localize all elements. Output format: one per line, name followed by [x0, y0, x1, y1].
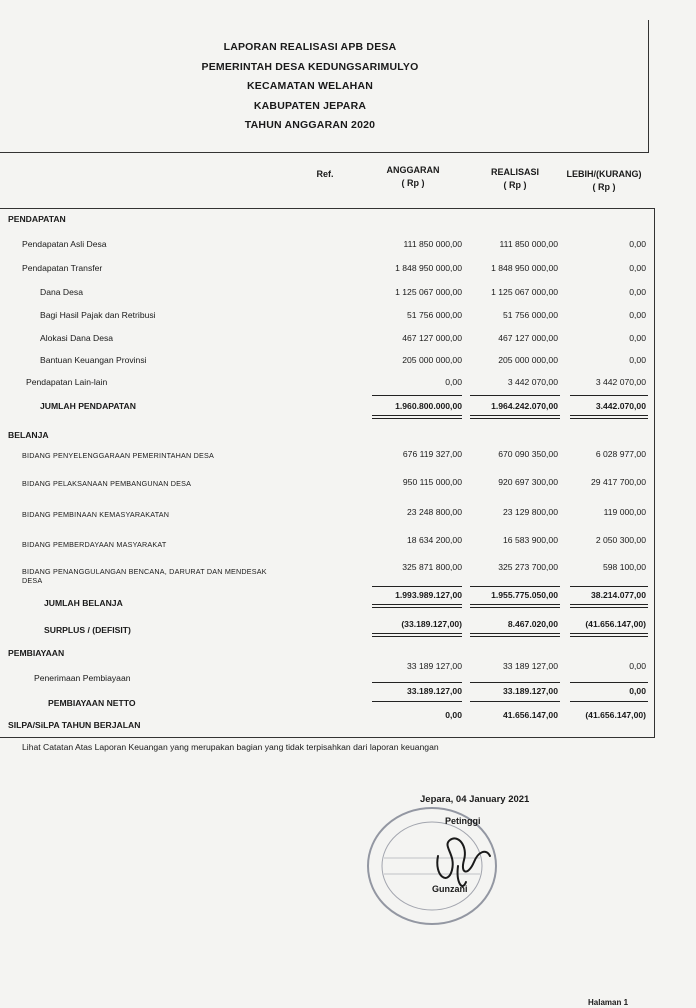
row-label: SURPLUS / (DEFISIT) — [44, 625, 131, 635]
section-title: PEMBIAYAAN — [8, 648, 65, 658]
cell-lebih: 119 000,00 — [603, 507, 646, 517]
row-label: JUMLAH PENDAPATAN — [40, 401, 136, 411]
cell-realisasi: 3 442 070,00 — [507, 377, 558, 387]
subtotal-rule — [372, 395, 462, 396]
row-label: JUMLAH BELANJA — [44, 598, 123, 608]
subtotal-rule — [372, 682, 462, 683]
cell-anggaran: 467 127 000,00 — [402, 333, 462, 343]
cell-lebih: 0,00 — [629, 355, 646, 365]
table-row — [0, 377, 660, 391]
signature-place-date: Jepara, 04 January 2021 — [420, 794, 530, 805]
subtotal-rule — [470, 586, 560, 587]
row-label: Pendapatan Lain-lain — [26, 377, 108, 387]
cell-realisasi: 670 090 350,00 — [498, 449, 558, 459]
cell-anggaran: 325 871 800,00 — [402, 562, 462, 572]
row-label: BIDANG PELAKSANAAN PEMBANGUNAN DESA — [22, 479, 192, 488]
subtotal-rule — [372, 586, 462, 587]
subtotal-rule — [570, 682, 648, 683]
cell-realisasi: 920 697 300,00 — [498, 477, 558, 487]
header-district: KECAMATAN WELAHAN — [246, 80, 374, 92]
signature-role: Petinggi — [445, 816, 481, 826]
subtotal-rule — [470, 395, 560, 396]
cell-anggaran: (33.189.127,00) — [401, 619, 462, 629]
total-double-rule — [372, 633, 462, 637]
col-anggaran-unit: ( Rp ) — [401, 178, 425, 188]
cell-realisasi: 33 189 127,00 — [503, 661, 558, 671]
total-row-pembiayaan — [0, 686, 660, 708]
cell-lebih: 0,00 — [629, 310, 646, 320]
total-double-rule — [570, 415, 648, 419]
col-lebih-unit: ( Rp ) — [592, 182, 616, 192]
cell-realisasi: 1 125 067 000,00 — [491, 287, 558, 297]
subtotal-rule — [470, 682, 560, 683]
total-double-rule — [372, 415, 462, 419]
table-row — [0, 333, 660, 347]
total-double-rule — [570, 633, 648, 637]
cell-anggaran: 23 248 800,00 — [407, 507, 462, 517]
subtotal-rule — [570, 586, 648, 587]
silpa-row — [0, 710, 660, 730]
table-row — [0, 449, 660, 463]
table-row — [0, 310, 660, 324]
table-row — [0, 239, 660, 253]
subtotal-rule — [470, 701, 560, 702]
cell-realisasi: 23 129 800,00 — [503, 507, 558, 517]
row-label: BIDANG PEMBERDAYAAN MASYARAKAT — [22, 540, 167, 549]
cell-lebih: 3.442.070,00 — [595, 401, 646, 411]
signature-name: Gunzani — [432, 884, 468, 894]
table-row — [0, 562, 660, 588]
row-label: BIDANG PEMBINAAN KEMASYARAKATAN — [22, 510, 170, 519]
total-double-rule — [372, 604, 462, 608]
cell-lebih: (41.656.147,00) — [585, 619, 646, 629]
cell-anggaran: 33 189 127,00 — [407, 661, 462, 671]
table-row — [0, 355, 660, 369]
table-row — [0, 477, 660, 491]
total-row-belanja — [0, 590, 660, 608]
row-label: SILPA/SiLPA TAHUN BERJALAN — [8, 720, 141, 730]
header-title: LAPORAN REALISASI APB DESA — [223, 41, 397, 53]
col-realisasi-unit: ( Rp ) — [503, 180, 527, 190]
cell-realisasi: 467 127 000,00 — [498, 333, 558, 343]
row-label: Bagi Hasil Pajak dan Retribusi — [40, 310, 156, 320]
header-regency: KABUPATEN JEPARA — [253, 99, 367, 112]
table-row — [0, 535, 660, 549]
cell-lebih: 0,00 — [629, 239, 646, 249]
col-lebih — [556, 168, 652, 194]
total-double-rule — [470, 415, 560, 419]
row-label: Alokasi Dana Desa — [40, 333, 114, 343]
cell-anggaran: 51 756 000,00 — [407, 310, 462, 320]
row-label: Penerimaan Pembiayaan — [34, 673, 131, 683]
total-double-rule — [470, 604, 560, 608]
cell-anggaran: 676 119 327,00 — [402, 449, 462, 459]
cell-lebih: 6 028 977,00 — [595, 449, 646, 459]
page-number: Halaman 1 — [588, 998, 629, 1007]
row-label: PEMBIAYAAN NETTO — [48, 698, 136, 708]
cell-lebih: (41.656.147,00) — [585, 710, 646, 720]
header-government: PEMERINTAH DESA KEDUNGSARIMULYO — [201, 60, 419, 73]
col-lebih-label: LEBIH/(KURANG) — [566, 169, 642, 179]
col-realisasi-label: REALISASI — [490, 167, 539, 177]
cell-lebih: 598 100,00 — [602, 562, 646, 572]
cell-anggaran: 0,00 — [445, 377, 462, 387]
cell-lebih: 38.214.077,00 — [591, 590, 646, 600]
header-fiscal-year: TAHUN ANGGARAN 2020 — [244, 119, 376, 131]
cell-lebih: 0,00 — [629, 333, 646, 343]
table-row — [0, 287, 660, 301]
cell-lebih: 3 442 070,00 — [595, 377, 646, 387]
section-pembiayaan — [0, 648, 660, 662]
cell-lebih: 0,00 — [629, 287, 646, 297]
row-label: BIDANG PENANGGULANGAN BENCANA, DARURAT DAN MENDESAK DESA — [22, 567, 267, 585]
cell-realisasi: 205 000 000,00 — [498, 355, 558, 365]
row-label: Pendapatan Transfer — [22, 263, 103, 273]
section-belanja — [0, 430, 660, 444]
cell-anggaran: 205 000 000,00 — [402, 355, 462, 365]
cell-realisasi: 325 273 700,00 — [498, 562, 558, 572]
col-ref: Ref. — [316, 169, 334, 179]
subtotal-rule — [570, 395, 648, 396]
total-double-rule — [470, 633, 560, 637]
section-pendapatan — [0, 214, 660, 228]
cell-anggaran: 33.189.127,00 — [407, 686, 462, 696]
cell-realisasi: 51 756 000,00 — [503, 310, 558, 320]
section-title: PENDAPATAN — [8, 214, 66, 224]
row-label: Bantuan Keuangan Provinsi — [40, 355, 147, 365]
cell-realisasi: 16 583 900,00 — [503, 535, 558, 545]
cell-lebih: 2 050 300,00 — [595, 535, 646, 545]
total-row-pendapatan — [0, 401, 660, 415]
cell-realisasi: 1.955.775.050,00 — [491, 590, 558, 600]
section-title: BELANJA — [8, 430, 49, 440]
cell-anggaran: 950 115 000,00 — [402, 477, 462, 487]
total-double-rule — [570, 604, 648, 608]
cell-realisasi: 8.467.020,00 — [507, 619, 558, 629]
table-row — [0, 507, 660, 521]
row-label: Pendapatan Asli Desa — [22, 239, 107, 249]
cell-anggaran: 1.960.800.000,00 — [395, 401, 462, 411]
cell-realisasi: 41.656.147,00 — [503, 710, 558, 720]
cell-realisasi: 1.964.242.070,00 — [491, 401, 558, 411]
cell-anggaran: 1 125 067 000,00 — [395, 287, 462, 297]
cell-anggaran: 18 634 200,00 — [407, 535, 462, 545]
subtotal-rule — [372, 701, 462, 702]
subtotal-rule — [570, 701, 648, 702]
report-header — [0, 38, 620, 136]
row-label: Dana Desa — [40, 287, 83, 297]
cell-realisasi: 33.189.127,00 — [503, 686, 558, 696]
col-anggaran-label: ANGGARAN — [386, 165, 440, 175]
cell-realisasi: 1 848 950 000,00 — [491, 263, 558, 273]
table-row — [0, 263, 660, 277]
row-label: BIDANG PENYELENGGARAAN PEMERINTAHAN DESA — [22, 451, 214, 460]
cell-anggaran: 111 850 000,00 — [403, 239, 462, 249]
cell-lebih: 0,00 — [629, 263, 646, 273]
cell-lebih: 0,00 — [629, 686, 646, 696]
col-realisasi — [478, 166, 552, 192]
col-anggaran — [376, 164, 450, 190]
footnote: Lihat Catatan Atas Laporan Keuangan yang merupakan bagian yang tidak terpisahkan dari laporan keuangan — [22, 742, 439, 752]
table-row — [0, 661, 660, 683]
cell-anggaran: 1.993.989.127,00 — [395, 590, 462, 600]
cell-lebih: 0,00 — [629, 661, 646, 671]
cell-anggaran: 0,00 — [445, 710, 462, 720]
surplus-row — [0, 619, 660, 633]
cell-lebih: 29 417 700,00 — [591, 477, 646, 487]
cell-anggaran: 1 848 950 000,00 — [395, 263, 462, 273]
cell-realisasi: 111 850 000,00 — [499, 239, 558, 249]
